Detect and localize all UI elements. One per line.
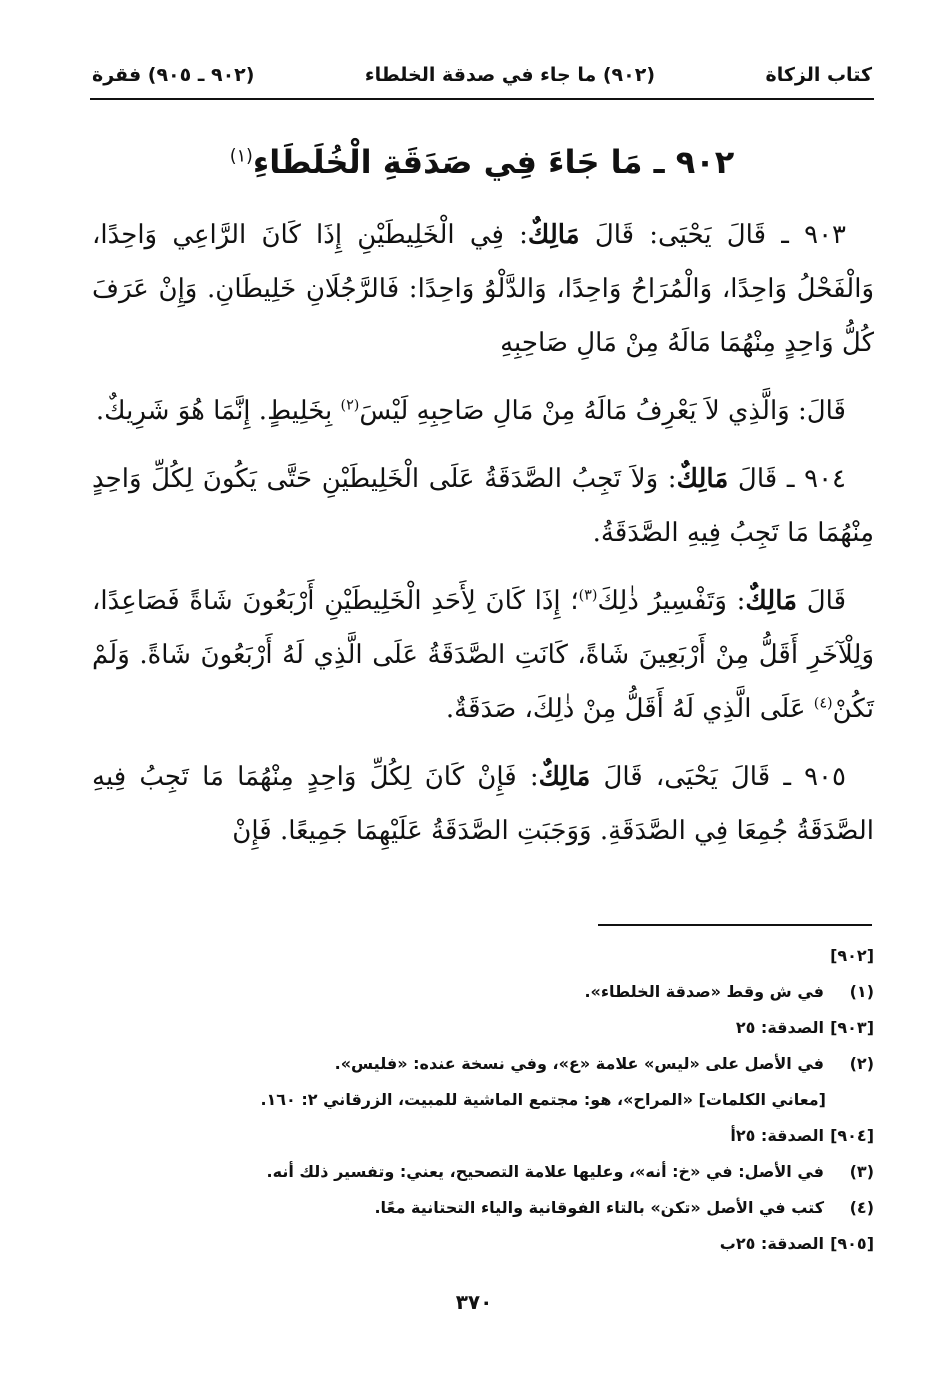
glossary-label: [معاني الكلمات] — [698, 1090, 826, 1109]
footnote-row — [92, 1010, 874, 1046]
footnote-row — [92, 938, 874, 974]
paragraph-903 — [92, 208, 874, 370]
speaker-name: مَالِكٌ — [538, 762, 591, 792]
footnote-label: [٩٠٣] — [830, 1018, 874, 1037]
paragraph-text: بِخَلِيطٍ. إِنَّمَا هُوَ شَرِيكٌ. — [95, 396, 341, 426]
paragraph-text: : فِي الْخَلِيطَيْنِ إِذَا كَانَ الرَّاعِي وَاحِدًا، وَالْفَحْلُ وَاحِدًا، وَالْمُرَاحُ وَاحِدًا، وَالدَّلْوُ وَاحِدًا: فَالرَّجُلَانِ خَلِيطَانِ. وَإِنْ عَرَفَ كُلُّ وَاحِدٍ مِنْهُمَا مَالَهُ مِنْ مَالِ صَاحِبِهِ — [92, 220, 874, 358]
footnote-text: في الأصل على «ليس» علامة «ع»، وفي نسخة عنده: «فليس». — [334, 1054, 824, 1073]
paragraph-text: : فَإِنْ كَانَ لِكُلِّ وَاحِدٍ مِنْهُمَا مَا تَجِبُ فِيهِ الصَّدَقَةُ جُمِعَا فِي الصَّدَقَةِ. وَوَجَبَتِ الصَّدَقَةُ عَلَيْهِمَا جَمِيعًا. فَإِنْ — [92, 762, 874, 846]
paragraph-number: ٩٠٤ ـ — [786, 464, 847, 494]
header-paragraph-range: (٩٠٢ ـ ٩٠٥) فقرة — [92, 64, 255, 86]
paragraph-text: عَلَى الَّذِي لَهُ أَقَلُّ مِنْ ذٰلِكَ، صَدَقَةٌ. — [445, 694, 814, 724]
speaker-name: مَالِكٌ — [527, 220, 580, 250]
paragraph-text: : وَلاَ تَجِبُ الصَّدَقَةُ عَلَى الْخَلِيطَيْنِ حَتَّى يَكُونَ لِكُلِّ وَاحِدٍ مِنْهُمَا مَا تَجِبُ فِيهِ الصَّدَقَةُ. — [92, 464, 874, 548]
footnote-label: [٩٠٥] — [830, 1234, 874, 1253]
speaker-name: مَالِكٌ — [676, 464, 729, 494]
footnote-label: (٢) — [849, 1054, 874, 1073]
footnote-ref-1: (١) — [229, 146, 253, 167]
footnote-row — [92, 974, 874, 1010]
paragraph-905 — [92, 750, 874, 858]
footnote-ref-3: (٣) — [578, 587, 598, 604]
paragraph-text: قَالَ يَحْيَى: قَالَ — [594, 220, 767, 250]
footnote-text: الصدقة: ٢٥أ — [730, 1126, 824, 1145]
footnote-row — [92, 1154, 874, 1190]
footnote-row — [92, 1190, 874, 1226]
footnote-text: «المراح»، هو: مجتمع الماشية للمبيت، الزرقاني ٢: ١٦٠. — [260, 1090, 693, 1109]
header-book-title: كتاب الزكاة — [765, 64, 872, 86]
footnote-rule — [598, 924, 872, 926]
paragraph-text: قَالَ — [737, 464, 778, 494]
footnote-label: (٤) — [849, 1198, 874, 1217]
paragraph-number: ٩٠٣ ـ — [781, 220, 847, 250]
footnote-text: كتب في الأصل «تكن» بالتاء الفوقانية والياء التحتانية معًا. — [374, 1198, 824, 1217]
footnote-ref-4: (٤) — [813, 695, 833, 712]
footnote-ref-2: (٢) — [340, 397, 360, 414]
footnote-label: [٩٠٢] — [830, 946, 874, 965]
chapter-title — [92, 140, 872, 184]
page-number: ٣٧٠ — [455, 1290, 493, 1314]
footnote-row — [92, 1226, 874, 1262]
footnote-row — [92, 1046, 874, 1082]
running-header — [92, 58, 872, 92]
paragraph-text: قَالَ — [806, 586, 847, 616]
paragraph-number: ٩٠٥ ـ — [783, 762, 846, 792]
footnote-text: الصدقة: ٢٥ب — [719, 1234, 824, 1253]
speaker-name: مَالِكٌ — [745, 586, 798, 616]
footnote-text: في الأصل: في «خ: أنه»، وعليها علامة التصحيح، يعني: وتفسير ذلك أنه. — [266, 1162, 824, 1181]
header-chapter-title: (٩٠٢) ما جاء في صدقة الخلطاء — [364, 64, 656, 86]
header-rule — [90, 98, 874, 100]
chapter-title-text: ٩٠٢ ـ مَا جَاءَ فِي صَدَقَةِ الْخُلَطَاءِ — [252, 143, 735, 181]
paragraph-904-continued — [92, 574, 874, 736]
footnotes — [92, 938, 874, 1262]
paragraph-903-continued — [92, 384, 874, 438]
footnote-row — [92, 1118, 874, 1154]
footnote-label: (٣) — [849, 1162, 874, 1181]
footnote-label: [٩٠٤] — [830, 1126, 874, 1145]
paragraph-text: : وَتَفْسِيرُ ذٰلِكَ — [597, 586, 746, 616]
footnote-label: (١) — [849, 982, 874, 1001]
footnote-text: في ش وقط «صدقة الخلطاء». — [584, 982, 824, 1001]
paragraph-904 — [92, 452, 874, 560]
main-text — [92, 208, 874, 872]
paragraph-text: قَالَ: وَالَّذِي لاَ يَعْرِفُ مَالَهُ مِنْ مَالِ صَاحِبِهِ لَيْسَ — [359, 396, 846, 426]
footnote-row — [92, 1082, 874, 1118]
paragraph-text: ؛ إِذَا كَانَ لِأَحَدِ الْخَلِيطَيْنِ أَرْبَعُونَ شَاةً فَصَاعِدًا، وَلِلْآخَرِ أَقَلُّ مِنْ أَرْبَعِينَ شَاةً، كَانَتِ الصَّدَقَةُ عَلَى الَّذِي لَهُ أَرْبَعُونَ شَاةً. وَلَمْ تَكُنْ — [92, 586, 874, 724]
paragraph-text: قَالَ يَحْيَى، قَالَ — [603, 762, 771, 792]
footnote-text: الصدقة: ٢٥ — [735, 1018, 824, 1037]
